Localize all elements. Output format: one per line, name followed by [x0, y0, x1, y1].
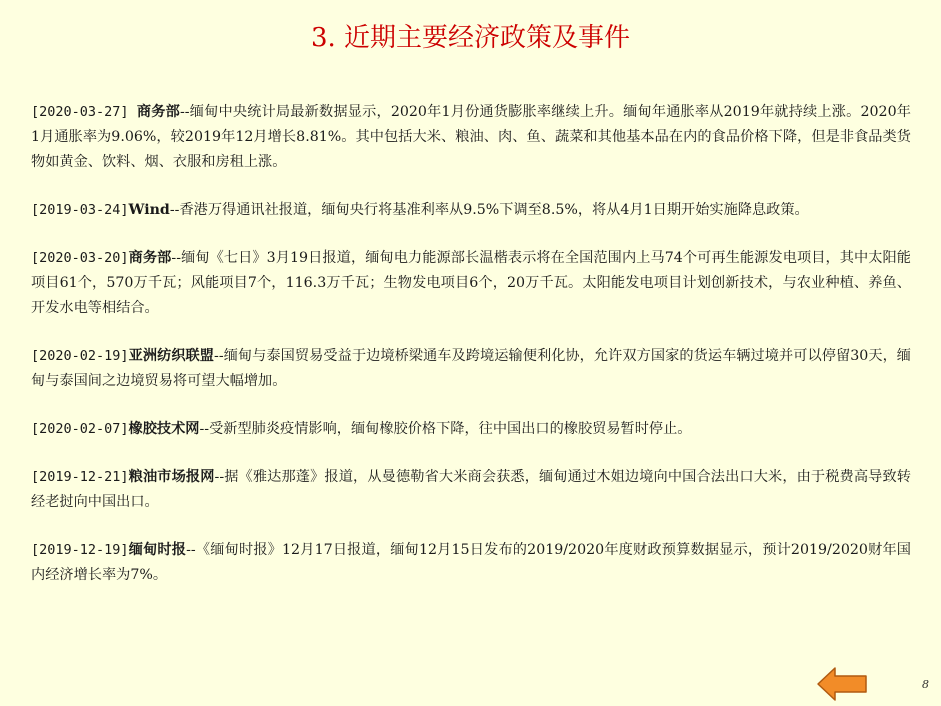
news-date: [2020-03-27] [31, 104, 137, 120]
news-text: 《缅甸时报》12月17日报道，缅甸12月15日发布的2019/2020年度财政预算数据显示，预计2019/2020财年国内经济增长率为7%。 [31, 542, 911, 583]
news-separator: -- [214, 469, 225, 485]
left-arrow-icon [816, 666, 868, 702]
news-list [31, 100, 911, 611]
news-text: 缅甸《七日》3月19日报道，缅甸电力能源部长温楷表示将在全国范围内上马74个可再生能源发电项目，其中太阳能项目61个，570万千瓦；风能项目7个，116.3万千瓦；生物发电项目6个，20万千瓦。太阳能发电项目计划创新技术，与农业种植、养鱼、开发水电等相结合。 [31, 250, 911, 316]
news-item [31, 538, 911, 588]
news-source: 商务部 [128, 250, 172, 266]
news-item [31, 246, 911, 321]
news-source: 橡胶技术网 [128, 421, 200, 437]
news-separator: -- [214, 348, 224, 364]
page-title: 3. 近期主要经济政策及事件 [310, 23, 631, 53]
page-number: 8 [922, 678, 929, 691]
news-separator: -- [171, 250, 182, 266]
news-item [31, 417, 911, 442]
news-date: [2020-03-20] [31, 250, 129, 266]
news-separator: -- [199, 421, 210, 437]
news-item [31, 198, 911, 223]
news-text: 受新型肺炎疫情影响，缅甸橡胶价格下降，往中国出口的橡胶贸易暂时停止。 [209, 421, 692, 437]
news-text: 据《雅达那蓬》报道，从曼德勒省大米商会获悉，缅甸通过木姐边境向中国合法出口大米，由于税费高导致转经老挝向中国出口。 [31, 469, 911, 510]
news-separator: -- [186, 542, 196, 558]
news-text: 缅甸中央统计局最新数据显示，2020年1月份通货膨胀率继续上升。缅甸年通胀率从2019年就持续上涨。2020年1月通胀率为9.06%，较2019年12月增长8.81%。其中包括大米、粮油、肉、鱼、蔬菜和其他基本品在内的食品价格下降，但是非食品类货物如黄金、饮料、烟、衣服和房租上涨。 [31, 104, 911, 170]
news-date: [2019-12-19] [31, 542, 129, 558]
news-text: 香港万得通讯社报道，缅甸央行将基准利率从9.5%下调至8.5%，将从4月1日期开始实施降息政策。 [179, 202, 809, 218]
news-source: 粮油市场报网 [128, 469, 215, 485]
news-date: [2019-03-24] [31, 202, 129, 218]
news-source: 缅甸时报 [128, 542, 187, 558]
news-item [31, 100, 911, 175]
news-text: 缅甸与泰国贸易受益于边境桥梁通车及跨境运输便利化协，允许双方国家的货运车辆过境并可以停留30天，缅甸与泰国间之边境贸易将可望大幅增加。 [31, 348, 911, 389]
news-item [31, 344, 911, 394]
back-button[interactable] [816, 666, 868, 702]
news-source: 商务部 [136, 104, 180, 120]
news-source: 亚洲纺织联盟 [128, 348, 215, 364]
news-source: Wind [128, 202, 170, 218]
news-item [31, 465, 911, 515]
news-date: [2020-02-19] [31, 348, 129, 364]
news-date: [2019-12-21] [31, 469, 129, 485]
news-separator: -- [179, 104, 190, 120]
news-date: [2020-02-07] [31, 421, 129, 437]
news-separator: -- [169, 202, 180, 218]
